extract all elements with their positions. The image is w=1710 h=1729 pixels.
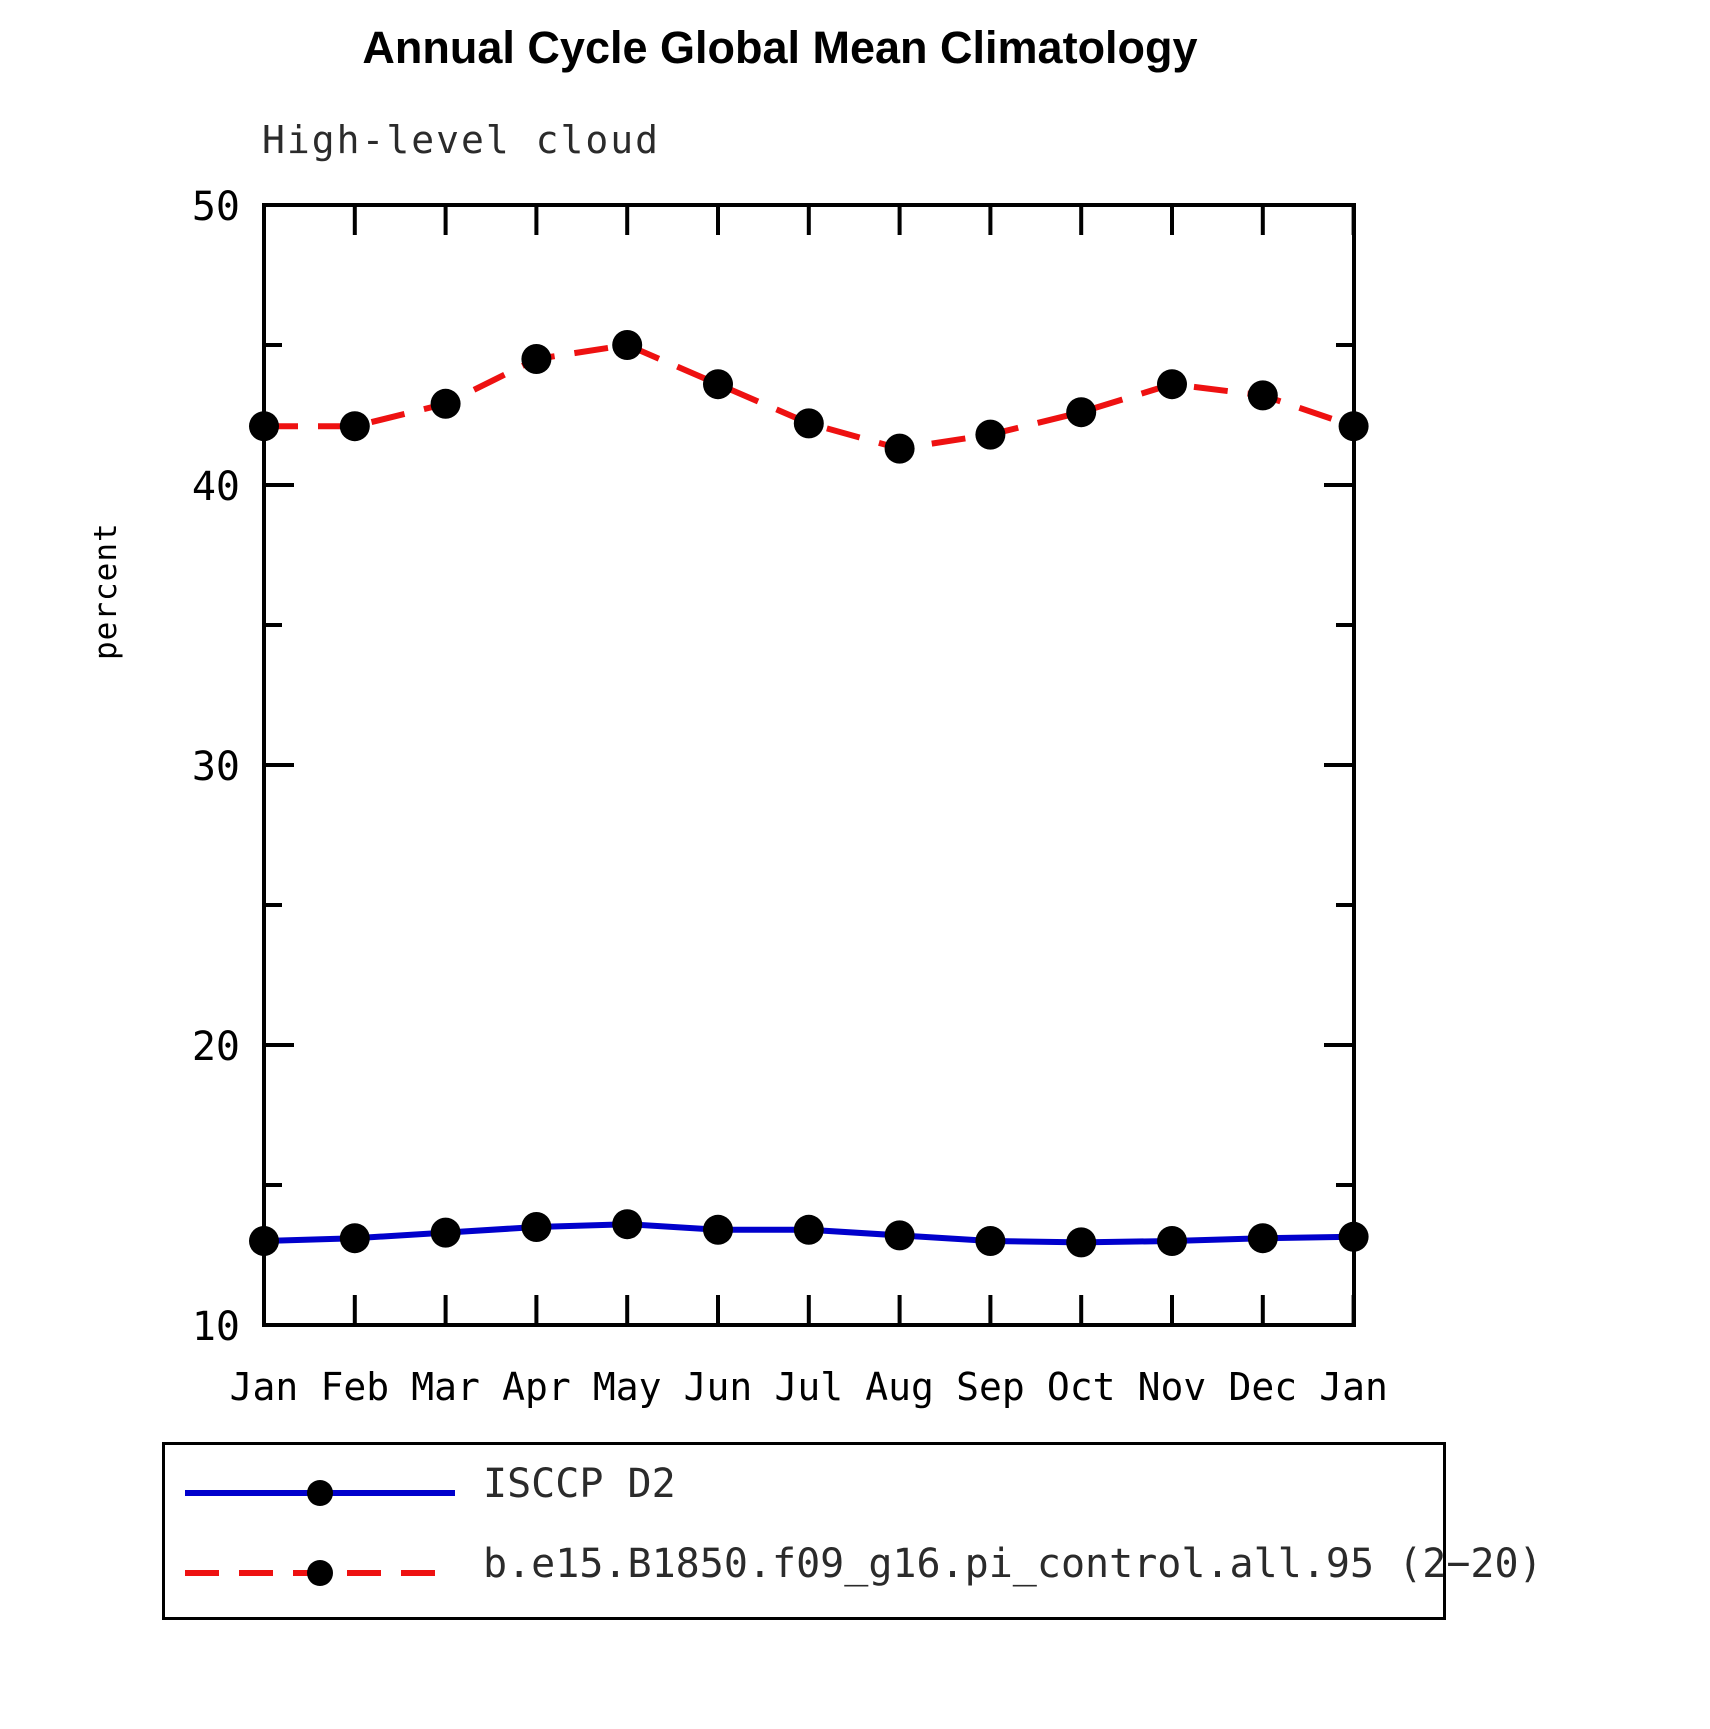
y-axis-label: percent: [88, 522, 124, 660]
y-tick-label: 20: [191, 1024, 240, 1070]
x-tick-label: Mar: [411, 1365, 480, 1409]
x-tick-label: Aug: [865, 1365, 934, 1409]
x-tick-label: Jan: [1319, 1365, 1388, 1409]
data-point-marker: [794, 408, 824, 438]
legend-swatch-solid-line: [165, 1453, 465, 1533]
legend-label: ISCCP D2: [483, 1461, 676, 1507]
data-point-marker: [1248, 380, 1278, 410]
x-tick-label: Apr: [502, 1365, 571, 1409]
data-point-marker: [794, 1215, 824, 1245]
x-tick-label: Sep: [956, 1365, 1025, 1409]
y-tick-label: 10: [191, 1304, 240, 1350]
data-point-marker: [885, 434, 915, 464]
data-point-marker: [521, 344, 551, 374]
data-point-marker: [1157, 1226, 1187, 1256]
series-layer: [249, 330, 1369, 1257]
series-model: [249, 330, 1369, 464]
legend-entry-isccp[interactable]: [165, 1453, 1443, 1533]
x-tick-label: May: [592, 1365, 662, 1409]
data-point-marker: [1248, 1223, 1278, 1253]
data-point-marker: [249, 1226, 279, 1256]
page-title: Annual Cycle Global Mean Climatology: [362, 22, 1198, 73]
legend-swatch-dashed-line: [165, 1533, 465, 1613]
y-tick-label: 50: [191, 184, 240, 230]
y-axis-tick-labels: [192, 184, 240, 1350]
data-point-marker: [975, 420, 1005, 450]
data-point-marker: [1157, 369, 1187, 399]
chart-subtitle: High-level cloud: [262, 118, 661, 162]
data-point-marker: [431, 389, 461, 419]
legend-entry-model[interactable]: [165, 1533, 1543, 1613]
x-tick-label: Jan: [229, 1365, 299, 1409]
data-point-marker: [612, 330, 642, 360]
data-point-marker: [521, 1212, 551, 1242]
data-point-marker: [431, 1218, 461, 1248]
data-point-marker: [1339, 411, 1369, 441]
legend-label: b.e15.B1850.f09_g16.pi_control.all.95 (2−20): [483, 1541, 1543, 1587]
data-point-marker: [249, 411, 279, 441]
data-point-marker: [1066, 1227, 1096, 1257]
x-axis-ticks: [264, 205, 1354, 1325]
y-axis-ticks: [264, 205, 294, 1325]
data-point-marker: [1066, 397, 1096, 427]
y-tick-label: 30: [191, 744, 240, 790]
data-point-marker: [340, 411, 370, 441]
x-tick-label: Nov: [1137, 1365, 1207, 1409]
data-point-marker: [340, 1223, 370, 1253]
data-point-marker: [975, 1226, 1005, 1256]
data-point-marker: [1339, 1222, 1369, 1252]
data-point-marker: [885, 1220, 915, 1250]
x-tick-label: Oct: [1046, 1365, 1116, 1409]
series-observation: [249, 1209, 1369, 1257]
x-tick-label: Jul: [774, 1365, 844, 1409]
plot-frame: [264, 205, 1354, 1325]
x-tick-label: Jun: [683, 1365, 753, 1409]
x-tick-label: Feb: [320, 1365, 390, 1409]
y-axis-ticks-right: [1324, 205, 1354, 1325]
y-tick-label: 40: [191, 464, 240, 510]
x-axis-tick-labels: [230, 1365, 1388, 1409]
data-point-marker: [703, 1215, 733, 1245]
legend: [162, 1442, 1543, 1620]
data-point-marker: [612, 1209, 642, 1239]
x-tick-label: Dec: [1228, 1365, 1298, 1409]
data-point-marker: [703, 369, 733, 399]
